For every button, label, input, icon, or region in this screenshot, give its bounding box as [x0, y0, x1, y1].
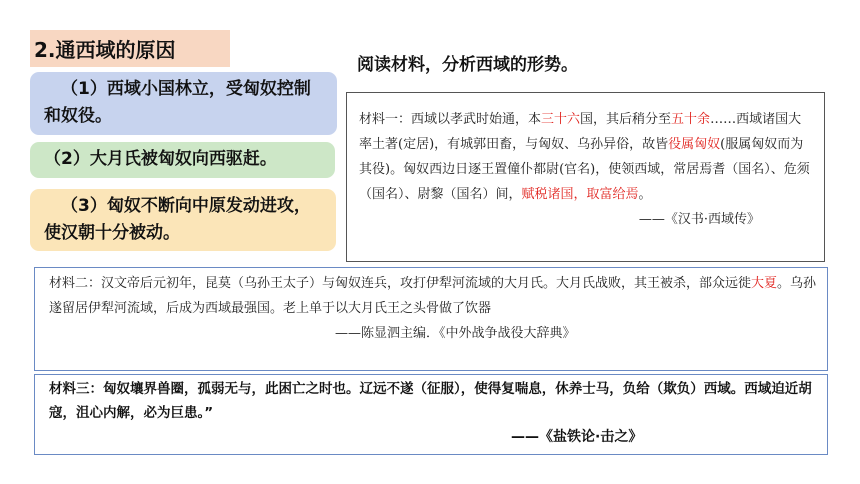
material-2-box	[34, 267, 828, 371]
material-1-box	[346, 92, 825, 262]
material-2-text: 。乌孙遂留居伊犁河流域，后成为西域最强国。老上单于以大月氏王之头骨做了饮器	[49, 276, 817, 316]
material-3-text: 材料三：匈奴壤界兽圈，孤弱无与，此困亡之时也。辽远不遂（征服），使得复喘息，休养士马，负给（欺负）西域。西域迫近胡寇，沮心内解，必为巨患。”	[49, 381, 812, 421]
material-2-text: 材料二：汉文帝后元初年，昆莫（乌孙王太子）与匈奴连兵，攻打伊犁河流域的大月氏。大月氏战败，其王被杀，部众远徙	[49, 276, 752, 291]
material-1-text: 材料一：西域以孝武时始通，本	[359, 112, 542, 127]
material-1-text: 。	[638, 187, 652, 202]
material-2-highlight: 大夏	[751, 276, 778, 291]
material-3-source: ——《盐铁论·击之》	[511, 429, 643, 445]
reason-1: （1）西域小国林立，受匈奴控制和奴役。	[30, 72, 337, 135]
material-1-source: ——《汉书·西域传》	[638, 212, 760, 227]
material-1-highlight: 赋税诸国，取富给焉	[521, 187, 639, 202]
material-1-highlight: 役属匈奴	[668, 137, 721, 152]
material-2-source: ——陈显泗主编．《中外战争战役大辞典》	[335, 326, 576, 341]
reason-3: （3）匈奴不断向中原发动进攻，使汉朝十分被动。	[30, 189, 336, 251]
material-1-text: ……西域诸国大率土著(定居)，有城郭田畜，与匈奴、乌孙异俗，故皆	[359, 112, 802, 152]
reading-prompt: 阅读材料，分析西域的形势。	[357, 55, 578, 75]
material-1-text: (服属匈奴而为其役)。匈奴西边日逐王置僮仆都尉(官名)，使领西域，常居焉耆（国名）、危须（国名）、尉黎（国名）间，	[359, 137, 810, 202]
material-3-box	[34, 374, 828, 455]
reason-2: （2）大月氏被匈奴向西驱赶。	[30, 142, 335, 178]
material-1-text: 国，其后稍分至	[580, 112, 672, 127]
material-1-highlight: 五十余	[671, 112, 711, 127]
slide-title: 2.通西域的原因	[34, 38, 176, 62]
material-1-highlight: 三十六	[541, 112, 581, 127]
